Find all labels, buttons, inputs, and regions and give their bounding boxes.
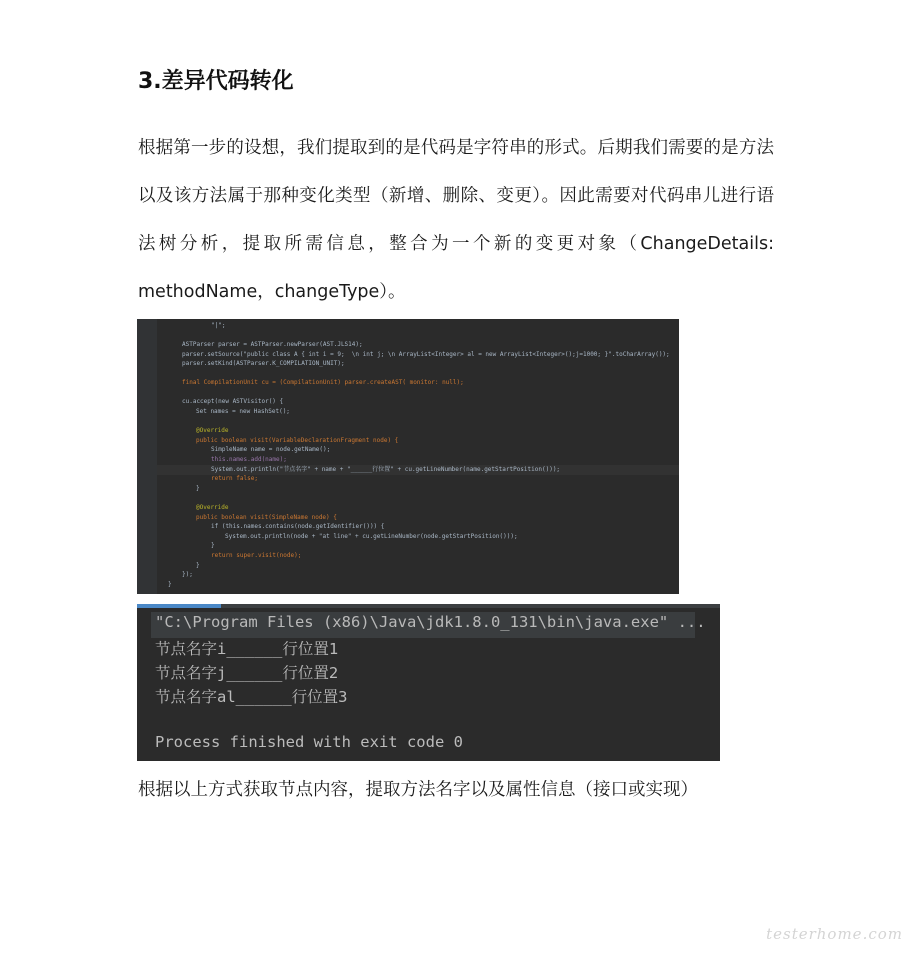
code-line: public boolean visit(SimpleName node) { — [196, 514, 337, 521]
code-line: } — [211, 542, 215, 549]
console-output — [137, 604, 720, 761]
code-line: return super.visit(node); — [211, 552, 302, 559]
code-line: final CompilationUnit cu = (CompilationUnit) parser.createAST( monitor: null); — [182, 379, 464, 386]
code-line: this.names.add(name); — [211, 456, 287, 463]
code-line: ASTParser parser = ASTParser.newParser(AST.JLS14); — [182, 341, 363, 348]
code-line: } — [196, 562, 200, 569]
console-output-line: 节点名字i______行位置1 — [155, 640, 339, 658]
console-command: "C:\Program Files (x86)\Java\jdk1.8.0_131\bin\java.exe" ... — [155, 613, 706, 631]
code-screenshot — [137, 319, 679, 594]
code-line: parser.setSource("public class A { int i = 9; \n int j; \n ArrayList<Integer> al = new ArrayList<Integer>();j=1000; }".toCharArray()); — [182, 351, 670, 358]
intro-paragraph: 根据第一步的设想，我们提取到的是代码是字符串的形式。后期我们需要的是方法以及该方法属于那种变化类型（新增、删除、变更）。因此需要对代码串儿进行语法树分析，提取所需信息，整合为一个新的变更对象（ChangeDetails: methodName，changeType）。 — [138, 138, 774, 302]
console-exit-message: Process finished with exit code 0 — [155, 733, 463, 751]
section-heading: 3.差异代码转化 — [138, 69, 294, 94]
code-line: } — [168, 581, 172, 588]
console-tab-bar — [221, 604, 720, 608]
summary-paragraph: 根据以上方式获取节点内容，提取方法名字以及属性信息（接口或实现） — [138, 780, 698, 800]
code-line: System.out.println(node + "at line" + cu.getLineNumber(node.getStartPosition())); — [225, 533, 518, 540]
code-line: cu.accept(new ASTVisitor() { — [182, 398, 284, 405]
console-tab-indicator — [137, 604, 221, 608]
code-line: parser.setKind(ASTParser.K_COMPILATION_UNIT); — [182, 360, 345, 367]
code-line: SimpleName name = node.getName(); — [211, 446, 331, 453]
code-line: System.out.println("节点名字" + name + "______行位置" + cu.getLineNumber(name.getStartPosition())); — [211, 466, 561, 473]
code-line: "|"; — [211, 322, 226, 329]
code-line: @Override — [196, 504, 229, 511]
editor-gutter — [137, 319, 157, 594]
code-line: public boolean visit(VariableDeclarationFragment node) { — [196, 437, 399, 444]
console-output-line: 节点名字al______行位置3 — [155, 688, 348, 706]
code-line: Set names = new HashSet(); — [196, 408, 290, 415]
code-line: if (this.names.contains(node.getIdentifier())) { — [211, 523, 385, 530]
site-watermark: testerhome.com — [766, 925, 903, 943]
console-output-line: 节点名字j______行位置2 — [155, 664, 339, 682]
code-line: @Override — [196, 427, 229, 434]
code-line: } — [196, 485, 200, 492]
code-line: return false; — [211, 475, 258, 482]
code-line: }); — [182, 571, 193, 578]
